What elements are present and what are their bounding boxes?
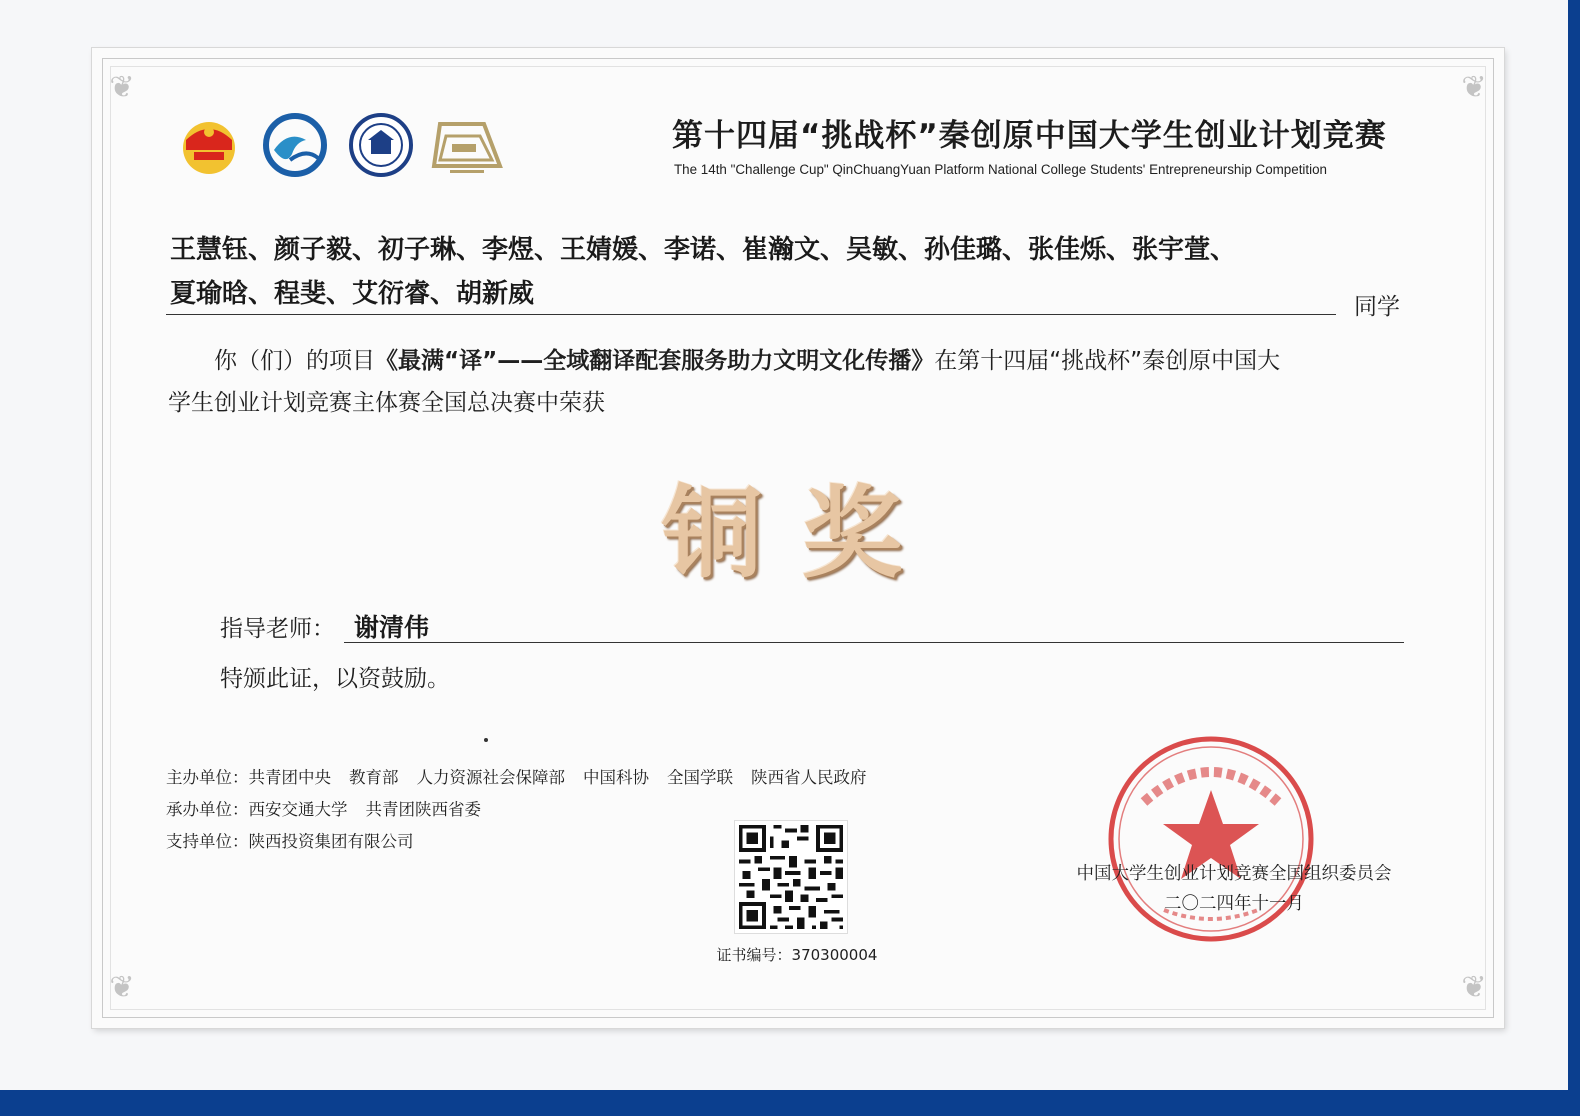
corner-ornament-icon: ❦ [1461, 970, 1487, 1005]
grant-text: 特颁此证，以资鼓励。 [220, 666, 450, 692]
advisor-name: 谢清伟 [354, 613, 430, 642]
wave-emblem-icon [260, 110, 330, 180]
advisor-underline [344, 642, 1404, 643]
youth-league-emblem-icon [174, 110, 244, 180]
corner-ornament-icon: ❦ [1461, 70, 1487, 105]
corner-ornament-icon: ❦ [109, 970, 135, 1005]
certificate-title-cn: 第十四届“挑战杯”秦创原中国大学生创业计划竞赛 [672, 118, 1387, 154]
statement-prefix: 你（们）的项目 [214, 348, 375, 374]
host-org: 人力资源社会保障部 [416, 768, 565, 787]
issue-date: 二〇二四年十一月 [1164, 894, 1304, 914]
certificate [92, 48, 1504, 1028]
recipient-names [170, 228, 1290, 316]
host-org: 教育部 [349, 768, 399, 787]
issuing-committee: 中国大学生创业计划竞赛全国组织委员会 [1076, 864, 1392, 884]
certificate-title-en: The 14th "Challenge Cup" QinChuangYuan Platform National College Students' Entrepreneurship Competition [674, 162, 1327, 177]
host-org: 陕西省人民政府 [751, 768, 867, 787]
recipient-line-1: 王慧钰、颜子毅、初子琳、李煜、王婧媛、李诺、崔瀚文、吴敏、孙佳璐、张佳烁、张宇萱、 [170, 235, 1237, 265]
award-statement [168, 340, 1408, 424]
corner-ornament-icon: ❦ [109, 70, 135, 105]
recipient-underline [166, 314, 1336, 315]
recipient-line-2: 夏瑜晗、程斐、艾衍睿、胡新威 [170, 279, 535, 309]
undertake-label: 承办单位： [166, 800, 249, 819]
host-organizers [166, 764, 885, 788]
support-org: 陕西投资集团有限公司 [248, 832, 414, 851]
classmate-suffix: 同学 [1354, 294, 1400, 320]
qr-code[interactable] [734, 820, 848, 934]
qinchuangyuan-logo-icon [430, 110, 504, 180]
certificate-number: 证书编号：370300004 [716, 946, 878, 964]
statement-line2: 学生创业计划竞赛主体赛全国总决赛中荣获 [168, 390, 605, 416]
award-title: 铜奖 [662, 474, 942, 592]
statement-line1-end: 在第十四届“挑战杯”秦创原中国大 [934, 348, 1281, 374]
host-org: 全国学联 [667, 768, 733, 787]
undertake-org: 共青团陕西省委 [365, 800, 481, 819]
host-label: 主办单位： [166, 768, 249, 787]
decorative-dot [484, 738, 488, 742]
undertake-org: 西安交通大学 [248, 800, 348, 819]
project-title: 《最满“译”——全域翻译配套服务助力文明文化传播》 [375, 348, 935, 374]
supporting-organizers [166, 828, 432, 852]
undertaking-organizers [166, 796, 499, 820]
advisor-label: 指导老师： [220, 616, 335, 642]
support-label: 支持单位： [166, 832, 249, 851]
host-org: 中国科协 [583, 768, 649, 787]
university-seal-icon [346, 110, 416, 180]
host-org: 共青团中央 [248, 768, 331, 787]
